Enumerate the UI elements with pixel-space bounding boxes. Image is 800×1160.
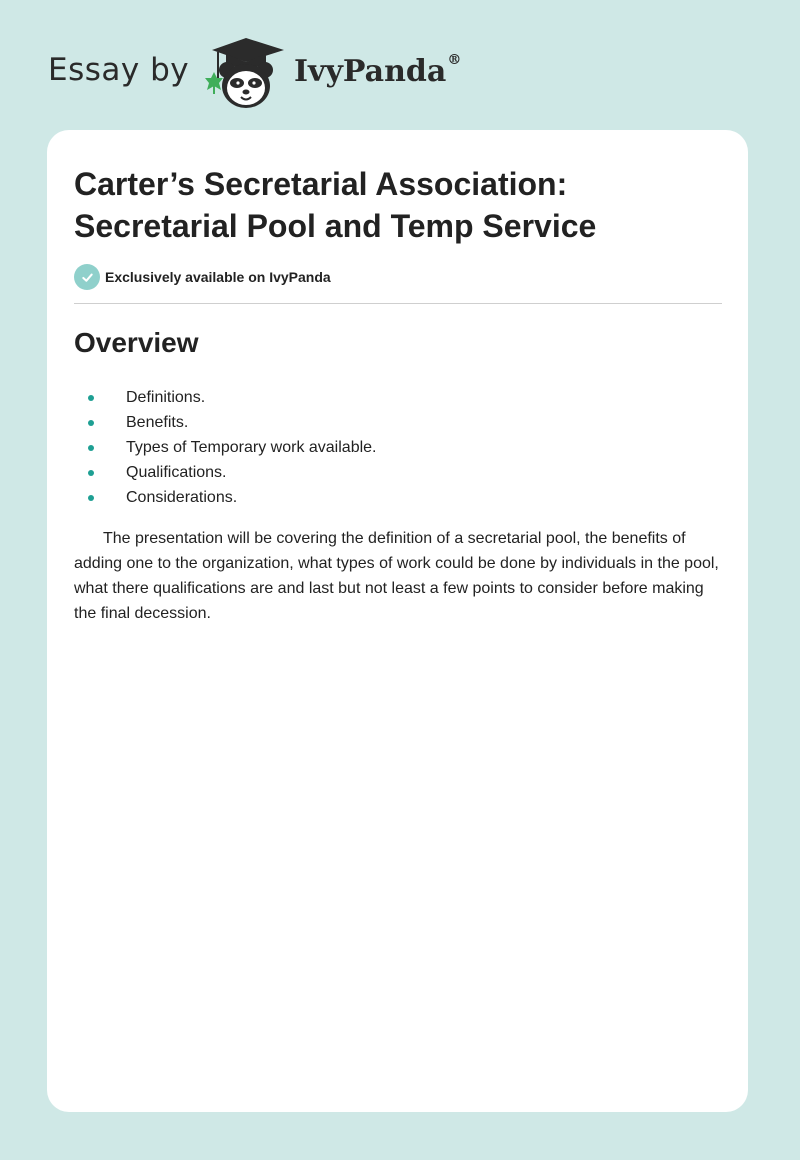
list-item: [74, 410, 376, 435]
bullet-dot: [88, 495, 94, 501]
brand-name-text: IvyPanda: [294, 54, 447, 89]
exclusive-badge: [74, 264, 331, 290]
ivy-leaf-icon: [204, 70, 224, 94]
bullet-dot: [88, 395, 94, 401]
bullet-text: Benefits.: [126, 414, 189, 431]
bullet-dot: [88, 420, 94, 426]
bullet-text: Qualifications.: [126, 464, 227, 481]
bullet-text: Types of Temporary work available.: [126, 439, 377, 456]
list-item: [74, 435, 376, 460]
essay-card: [47, 130, 748, 1112]
brand-prefix: Essay by: [48, 52, 190, 88]
essay-title: Carter’s Secretarial Association: Secretarial Pool and Temp Service: [74, 166, 597, 244]
bullet-dot: [88, 445, 94, 451]
badge-text: Exclusively available on IvyPanda: [105, 269, 331, 285]
brand-header: [48, 30, 468, 110]
brand-name: [294, 54, 461, 89]
check-circle-icon: [74, 264, 100, 290]
list-item: [74, 385, 376, 410]
list-item: [74, 460, 376, 485]
section-heading-overview: Overview: [74, 327, 199, 358]
check-mark-icon: [81, 271, 94, 284]
bullet-text: Considerations.: [126, 489, 238, 506]
overview-paragraph: The presentation will be covering the definition of a secretarial pool, the benefits of adding one to the organization, what types of work could be done by individuals in the pool, what there qualifications are and last but not least a few points to consider before making the final decession.: [74, 530, 719, 622]
bullet-text: Definitions.: [126, 389, 206, 406]
overview-bullet-list: [74, 385, 376, 510]
registered-mark: ®: [447, 52, 462, 68]
bullet-dot: [88, 470, 94, 476]
divider: [74, 303, 722, 304]
list-item: [74, 485, 376, 510]
